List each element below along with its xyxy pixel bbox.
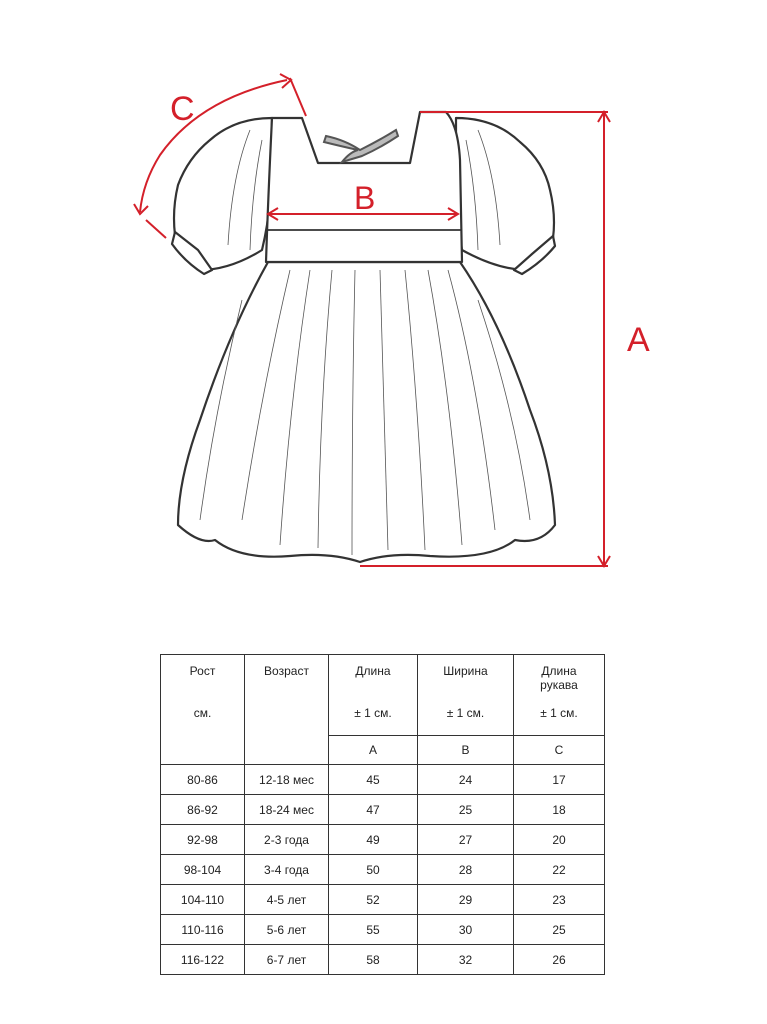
header-row xyxy=(161,655,605,736)
cell-length: 55 xyxy=(329,915,418,945)
cell-length: 50 xyxy=(329,855,418,885)
cell-width: 30 xyxy=(418,915,514,945)
header-age: Возраст xyxy=(245,655,329,765)
letter-a: A xyxy=(329,736,418,765)
cell-width: 29 xyxy=(418,885,514,915)
cell-age: 18-24 мес xyxy=(245,795,329,825)
table-row xyxy=(161,765,605,795)
cell-width: 32 xyxy=(418,945,514,975)
header-length: Длина ± 1 см. xyxy=(329,655,418,736)
cell-age: 2-3 года xyxy=(245,825,329,855)
cell-sleeve: 22 xyxy=(514,855,605,885)
cell-width: 25 xyxy=(418,795,514,825)
cell-age: 4-5 лет xyxy=(245,885,329,915)
label-sleeve-length: C xyxy=(170,90,195,128)
cell-sleeve: 17 xyxy=(514,765,605,795)
table-row xyxy=(161,945,605,975)
skirt xyxy=(178,262,555,562)
letter-b: B xyxy=(418,736,514,765)
cell-height: 80-86 xyxy=(161,765,245,795)
cell-height: 104-110 xyxy=(161,885,245,915)
cell-height: 92-98 xyxy=(161,825,245,855)
cell-sleeve: 18 xyxy=(514,795,605,825)
cell-width: 27 xyxy=(418,825,514,855)
cell-sleeve: 23 xyxy=(514,885,605,915)
cell-height: 98-104 xyxy=(161,855,245,885)
size-table xyxy=(160,654,605,975)
header-sleeve-length: Длина рукава ± 1 см. xyxy=(514,655,605,736)
cell-age: 12-18 мес xyxy=(245,765,329,795)
cell-height: 86-92 xyxy=(161,795,245,825)
cell-width: 28 xyxy=(418,855,514,885)
label-length: A xyxy=(627,321,650,359)
header-width: Ширина ± 1 см. xyxy=(418,655,514,736)
cell-height: 116-122 xyxy=(161,945,245,975)
table-row xyxy=(161,885,605,915)
cell-age: 6-7 лет xyxy=(245,945,329,975)
table-row xyxy=(161,795,605,825)
cell-length: 58 xyxy=(329,945,418,975)
bow-icon xyxy=(324,130,398,162)
table-row xyxy=(161,915,605,945)
header-height: Рост см. xyxy=(161,655,245,765)
cell-width: 24 xyxy=(418,765,514,795)
cell-length: 45 xyxy=(329,765,418,795)
cell-age: 5-6 лет xyxy=(245,915,329,945)
cell-height: 110-116 xyxy=(161,915,245,945)
table-row xyxy=(161,825,605,855)
table-row xyxy=(161,855,605,885)
letter-c: C xyxy=(514,736,605,765)
cell-age: 3-4 года xyxy=(245,855,329,885)
cell-sleeve: 20 xyxy=(514,825,605,855)
cell-sleeve: 25 xyxy=(514,915,605,945)
cell-length: 47 xyxy=(329,795,418,825)
cell-sleeve: 26 xyxy=(514,945,605,975)
cell-length: 49 xyxy=(329,825,418,855)
cell-length: 52 xyxy=(329,885,418,915)
label-width: B xyxy=(354,180,376,216)
